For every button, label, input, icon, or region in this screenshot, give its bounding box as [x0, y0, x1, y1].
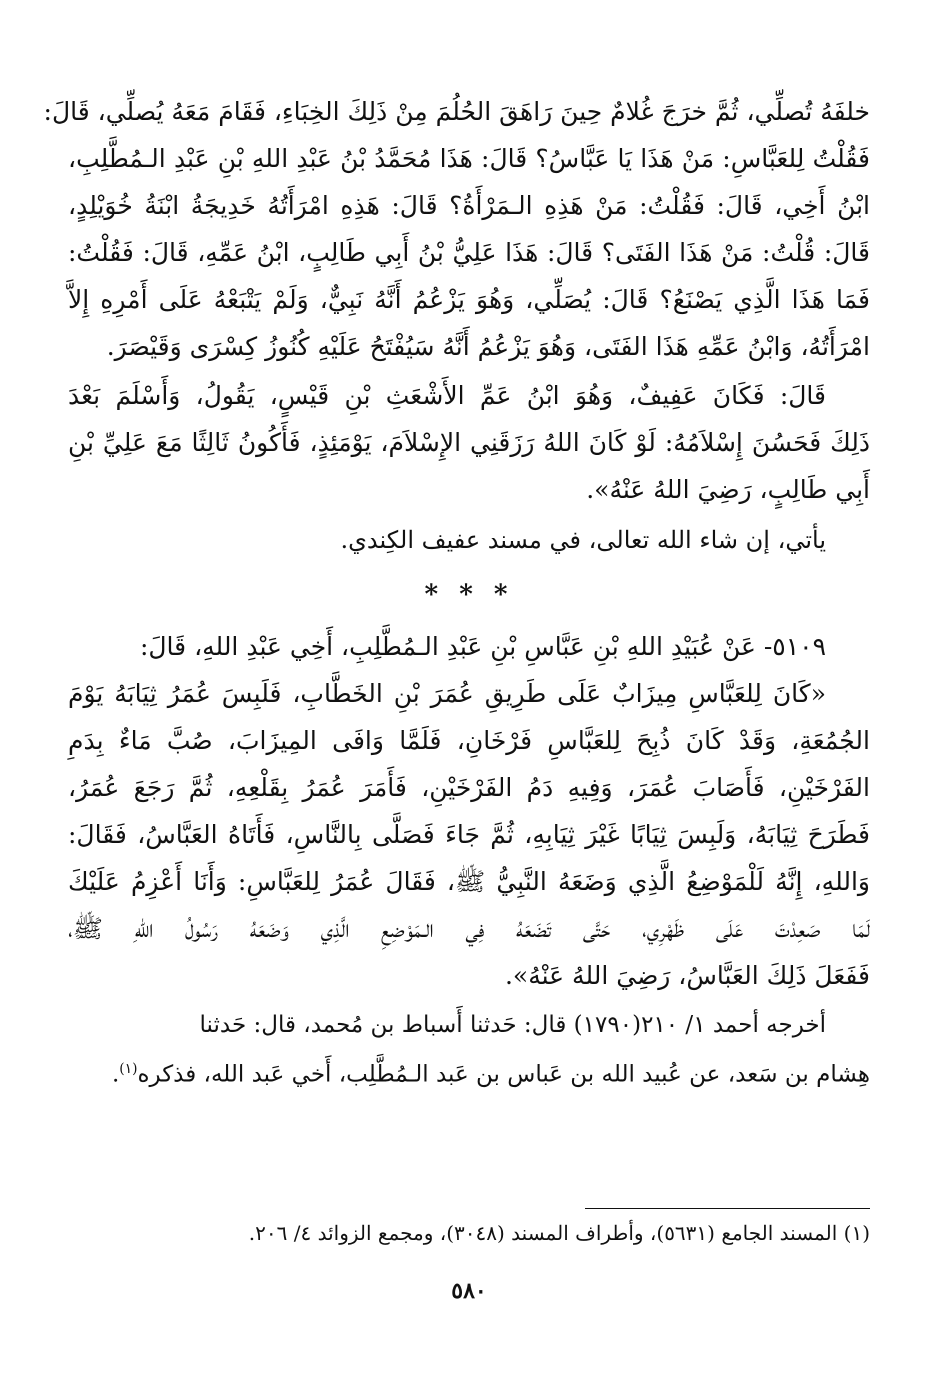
text-line: فَفَعَلَ ذَلِكَ العَبَّاسُ، رَضِيَ اللهُ عَنْهُ».	[504, 961, 870, 990]
page-number: ٥٨٠	[451, 1278, 487, 1304]
section-separator: * * *	[424, 580, 514, 610]
text-line: الجُمُعَةِ، وَقَدْ كَانَ ذُبِحَ لِلعَبَّاسِ فَرْخَانِ، فَلَمَّا وَافَى المِيزَابَ، صُبَّ مَاءٌ بِدَمِ	[68, 726, 870, 755]
citation-line: أخرجه أحمد ١/ ٢١٠(١٧٩٠) قال: حَدثنا أَسباط بن مُحمد، قال: حَدثنا	[199, 1012, 826, 1038]
footnote: (١) المسند الجامع (٥٦٣١)، وأطراف المسند (٣٠٤٨)، ومجمع الزوائد ٤/ ٢٠٦.	[248, 1221, 870, 1245]
citation-text: هِشام بن سَعد، عن عُبيد الله بن عَباس بن عَبد الـمُطَّلِب، أَخي عَبد الله، فذكره	[137, 1061, 870, 1088]
text-line: فَمَا هَذَا الَّذِي يَصْنَعُ؟ قَالَ: يُصَلِّي، وَهُوَ يَزْعُمُ أَنَّهُ نَبِيٌّ، وَلَمْ يَتْبَعْهُ عَلَى أَمْرِهِ إِلاَّ	[68, 285, 870, 314]
text-line: خلفَهُ تُصلِّي، ثُمَّ خرَجَ غُلامٌ حِينَ رَاهَقَ الحُلُمَ مِنْ ذَلِكَ الخِبَاءِ، فَقَامَ مَعَهُ يُصلِّي، قَالَ:	[43, 97, 870, 126]
footnote-reference[interactable]: (١)	[119, 1061, 138, 1077]
text-line: «كَانَ لِلعَبَّاسِ مِيزَابٌ عَلَى طَرِيقِ عُمَرَ بْنِ الخَطَّابِ، فَلَبِسَ عُمَرُ ثِيَابَهُ يَوْمَ	[68, 679, 826, 708]
text-line: ابْنُ أَخِي، قَالَ: فَقُلْتُ: مَنْ هَذِهِ الـمَرْأَةُ؟ قَالَ: هَذِهِ امْرَأَتُهُ خَدِيجَةُ ابْنَةُ خُوَيْلِدٍ،	[68, 191, 870, 220]
source-citation	[68, 1003, 870, 1097]
text-line: لَمَا صَعِدْتَ عَلَى ظَهْرِي، حَتَّى تَضَعَهُ فِي الـمَوْضِعِ الَّذِي وَضَعَهُ رَسُولُ اللهِ ﷺ،	[68, 914, 870, 943]
hadith-paragraph	[68, 623, 870, 999]
second-paragraph	[68, 372, 870, 513]
text-line: فَقُلْتُ لِلعَبَّاسِ: مَنْ هَذَا يَا عَبَّاسُ؟ قَالَ: هَذَا مُحَمَّدُ بْنُ عَبْدِ اللهِ بْنِ عَبْدِ الـمُطَّلِبِ،	[68, 144, 870, 173]
hadith-heading: ٥١٠٩- عَنْ عُبَيْدِ اللهِ بْنِ عَبَّاسِ بْنِ عَبْدِ الـمُطَّلِبِ، أَخِي عَبْدِ اللهِ، قَالَ:	[139, 632, 826, 661]
footnote-divider	[585, 1208, 870, 1209]
text-line: وَاللهِ، إِنَّهُ لَلْمَوْضِعُ الَّذِي وَضَعَهُ النَّبِيُّ ﷺ، فَقَالَ عُمَرُ لِلعَبَّاسِ: وَأَنَا أَعْزِمُ عَلَيْكَ	[68, 867, 870, 896]
text-line: قَالَ: قُلْتُ: مَنْ هَذَا الفَتَى؟ قَالَ: هَذَا عَلِيُّ بْنُ أَبِي طَالِبٍ، ابْنُ عَمِّهِ، قَالَ: فَقُلْتُ:	[68, 238, 870, 267]
citation-line: هِشام بن سَعد، عن عُبيد الله بن عَباس بن عَبد الـمُطَّلِب، أَخي عَبد الله، فذكره$^{(١)}$.	[111, 1061, 870, 1088]
cross-reference-note: يأتي، إن شاء الله تعالى، في مسند عفيف الكِندي.	[340, 526, 826, 554]
text-line: الفَرْخَيْنِ، فَأَصَابَ عُمَرَ، وَفِيهِ دَمُ الفَرْخَيْنِ، فَأَمَرَ عُمَرُ بِقَلْعِهِ، ثُمَّ رَجَعَ عُمَرُ،	[68, 773, 870, 802]
text-line: قَالَ: فَكَانَ عَفِيفٌ، وَهُوَ ابْنُ عَمِّ الأَشْعَثِ بْنِ قَيْسٍ، يَقُولُ، وَأَسْلَمَ بَعْدَ	[68, 381, 826, 410]
text-line: فَطَرَحَ ثِيَابَهُ، وَلَبِسَ ثِيَابًا غَيْرَ ثِيَابِهِ، ثُمَّ جَاءَ فَصَلَّى بِالنَّاسِ، فَأَتَاهُ العَبَّاسُ، فَقَالَ:	[68, 820, 870, 849]
text-line: امْرَأَتُهُ، وَابْنُ عَمِّهِ هَذَا الفَتَى، وَهُوَ يَزْعُمُ أَنَّهُ سَيُفْتَحُ عَلَيْهِ كُنُوزُ كِسْرَى وَقَيْصَرَ.	[106, 332, 870, 361]
top-paragraph	[43, 88, 870, 370]
text-line: ذَلِكَ فَحَسُنَ إِسْلاَمُهُ: لَوْ كَانَ اللهُ رَزَقَنِي الإِسْلاَمَ، يَوْمَئِذٍ، فَأَكُونُ ثَالِثًا مَعَ عَلِيِّ بْنِ	[68, 428, 870, 457]
book-page	[43, 88, 870, 1322]
text-line: أَبِي طَالِبٍ، رَضِيَ اللهُ عَنْهُ».	[586, 475, 870, 504]
